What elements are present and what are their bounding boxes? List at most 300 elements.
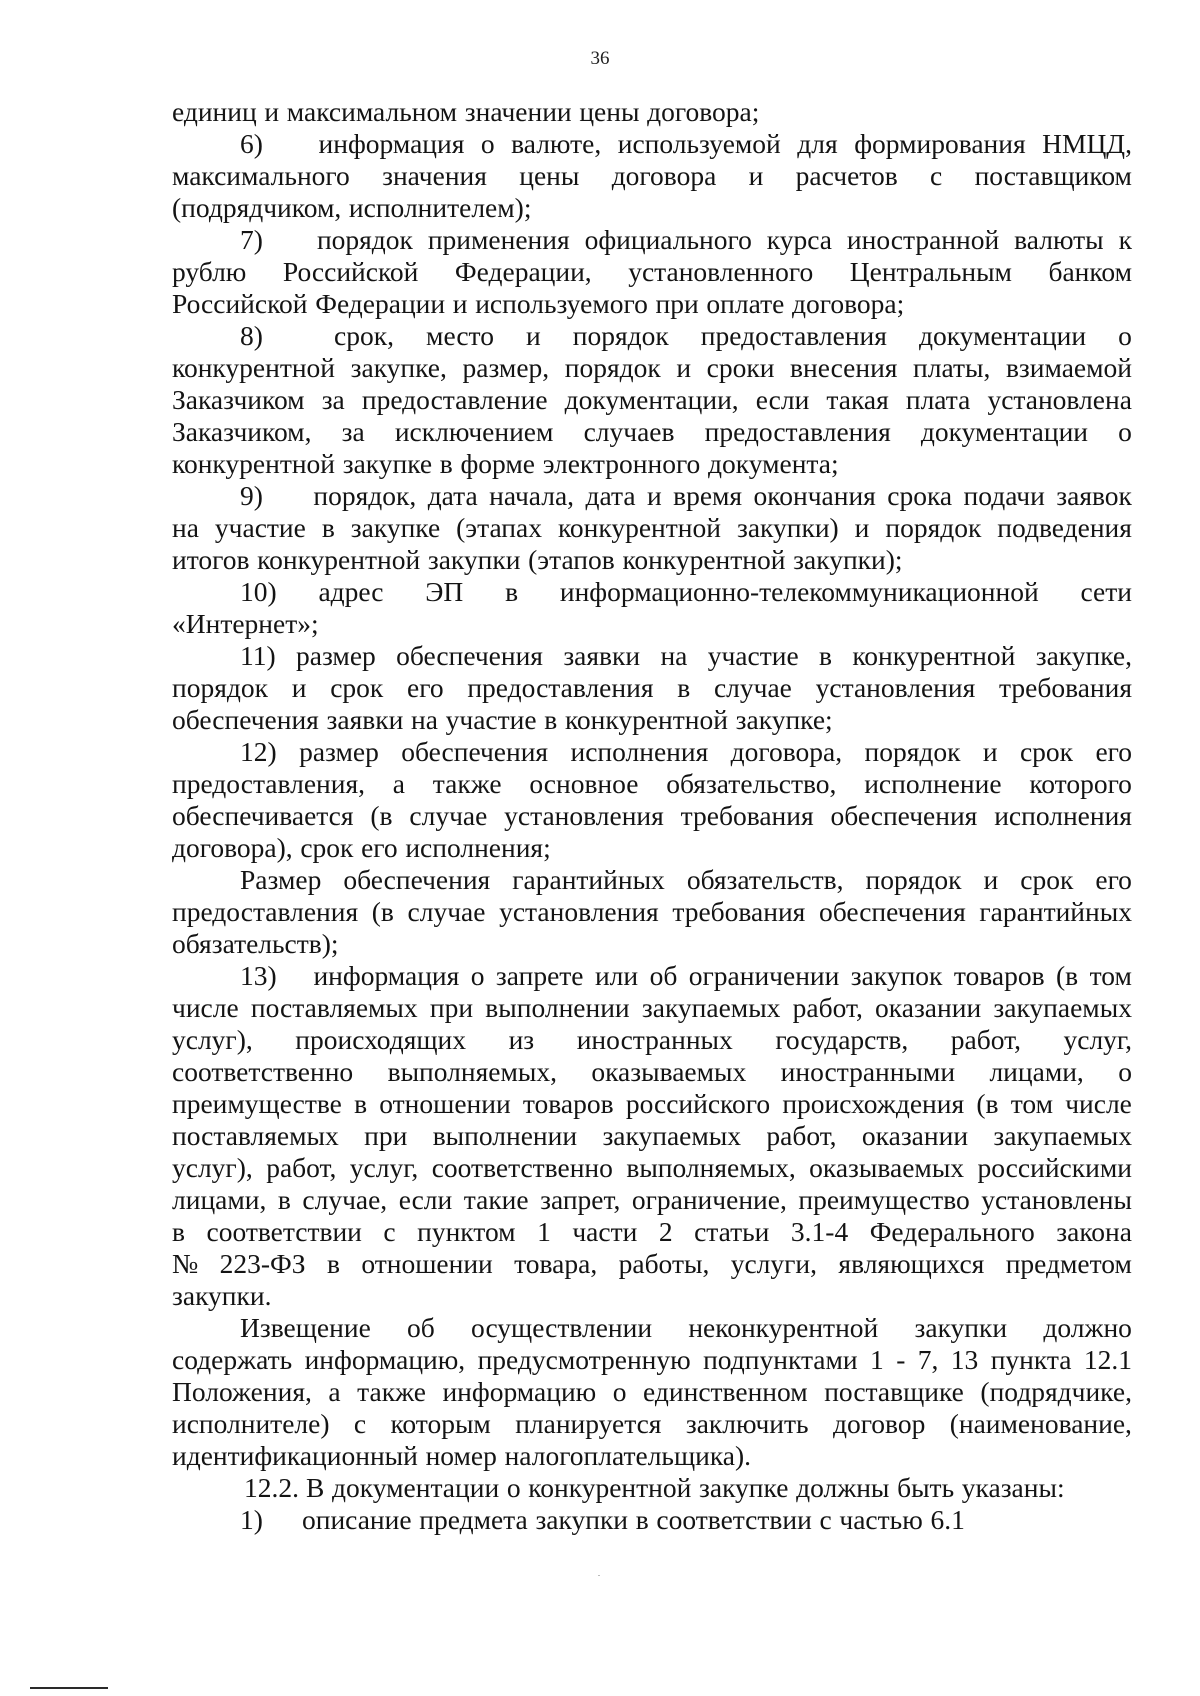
paragraph: [172, 96, 1132, 128]
word: исполнения: [994, 800, 1132, 831]
word: также: [432, 768, 502, 799]
word: за: [341, 416, 365, 447]
text-line: [172, 512, 1132, 544]
word: порядок: [572, 320, 669, 351]
word: обязательств);: [172, 928, 339, 959]
item-number: 8): [240, 320, 263, 351]
word: конкурентной: [852, 640, 1016, 671]
word: Федерации: [315, 288, 446, 319]
word: идентификационный: [172, 1440, 418, 1471]
word: Размер: [240, 864, 322, 895]
word: осуществлении: [471, 1312, 653, 1343]
paragraph: [172, 320, 1132, 480]
word: предоставления: [467, 672, 654, 703]
word: порядок: [865, 864, 962, 895]
word: срок: [1020, 864, 1074, 895]
text-line: [172, 1280, 1132, 1312]
text-line: [172, 96, 1132, 128]
word: установленного: [628, 256, 814, 287]
word: требования: [680, 800, 814, 831]
word: договора),: [172, 832, 293, 863]
word: услуг,: [1063, 1024, 1132, 1055]
word: такая: [826, 384, 889, 415]
word: о: [1118, 416, 1132, 447]
word: являющихся: [838, 1248, 985, 1279]
word: закупке;: [735, 704, 833, 735]
text-line: [172, 704, 1132, 736]
word: частью: [839, 1504, 923, 1535]
paragraph: [172, 640, 1132, 736]
word: закупки.: [172, 1280, 272, 1311]
word: документации: [332, 1472, 500, 1503]
paragraph: [172, 864, 1132, 960]
word: окончания: [753, 480, 876, 511]
word: отношении: [361, 1248, 493, 1279]
word: 2: [658, 1216, 673, 1247]
word: 12.1: [1083, 1344, 1132, 1375]
word: 6.1: [930, 1504, 965, 1535]
word: закупаемых: [993, 1120, 1132, 1151]
word: срок: [330, 672, 384, 703]
text-line: [172, 1472, 1132, 1504]
word: порядок: [316, 224, 413, 255]
word: закупаемых: [602, 1120, 741, 1151]
word: установления: [815, 672, 976, 703]
word: (этапах: [456, 512, 542, 543]
word: лицами,: [989, 1056, 1084, 1087]
word: размер,: [462, 352, 550, 383]
paragraph: [172, 736, 1132, 864]
word: предмета: [419, 1504, 528, 1535]
text-line: [172, 800, 1132, 832]
word: запрете: [495, 960, 584, 991]
word: цены: [519, 160, 580, 191]
word: государств,: [775, 1024, 909, 1055]
word: числе: [1065, 1088, 1132, 1119]
word: поставляемых: [250, 992, 418, 1023]
word: Российской: [172, 288, 308, 319]
text-line: [172, 1088, 1132, 1120]
item-number: 9): [240, 480, 263, 511]
word: подпунктами: [703, 1344, 858, 1375]
word: порядок: [172, 672, 268, 703]
paragraph: [172, 1504, 1132, 1536]
text-line: [172, 192, 1132, 224]
word: закона: [1056, 1216, 1132, 1247]
word: об: [407, 1312, 435, 1343]
word: основное: [529, 768, 639, 799]
word: и: [264, 96, 280, 127]
word: услуг,: [349, 1152, 419, 1183]
text-line: [172, 1504, 1132, 1536]
word: предоставления: [704, 416, 891, 447]
word: (в: [976, 1088, 999, 1119]
word: установлены: [981, 1184, 1132, 1215]
word: на: [411, 704, 438, 735]
word: единственном: [643, 1376, 808, 1407]
word: исполнителем);: [348, 192, 532, 223]
word: преимуществе: [172, 1088, 342, 1119]
word: выполняемых,: [387, 1056, 557, 1087]
word: том: [1089, 960, 1132, 991]
text-line: [172, 1120, 1132, 1152]
word: внесения: [790, 352, 898, 383]
word: и: [526, 320, 541, 351]
word: размер: [299, 736, 379, 767]
word: обеспечения: [172, 704, 319, 735]
word: плата: [905, 384, 971, 415]
word: размер: [295, 640, 376, 671]
word: (подрядчике,: [980, 1376, 1132, 1407]
text-line: [172, 1024, 1132, 1056]
word: документации: [920, 416, 1089, 447]
word: предоставления: [700, 320, 887, 351]
text-line: [172, 640, 1132, 672]
paragraph: [172, 480, 1132, 576]
word: максимального: [172, 160, 350, 191]
word: в: [544, 704, 558, 735]
paragraph: [172, 960, 1132, 1312]
word: и: [646, 480, 662, 511]
word: о: [1118, 1056, 1132, 1087]
word: исполнителе): [172, 1408, 330, 1439]
word: товаров: [953, 960, 1045, 991]
word: единиц: [172, 96, 257, 127]
word: срок,: [334, 320, 394, 351]
text-line: [172, 128, 1132, 160]
word: запрет,: [540, 1184, 621, 1215]
word: случае: [713, 672, 792, 703]
word: работы,: [618, 1248, 710, 1279]
word: валюты: [1014, 224, 1104, 255]
word: обеспечения: [343, 864, 491, 895]
item-number: 1): [240, 1504, 263, 1535]
paragraph: [172, 128, 1132, 224]
word: за: [321, 384, 345, 415]
word: 13: [950, 1344, 979, 1375]
paragraph: [172, 576, 1132, 640]
word: начала,: [489, 480, 575, 511]
word: договора,: [730, 736, 843, 767]
word: российскими: [977, 1152, 1132, 1183]
word: а: [392, 768, 406, 799]
word: описание: [302, 1504, 412, 1535]
text-line: [172, 160, 1132, 192]
text-line: [172, 1376, 1132, 1408]
word: 223-ФЗ: [219, 1248, 306, 1279]
word: и: [452, 288, 468, 319]
text-line: [172, 416, 1132, 448]
word: и: [983, 864, 999, 895]
text-line: [172, 896, 1132, 928]
word: сроки: [706, 352, 775, 383]
word: порядок: [864, 736, 961, 767]
word: обеспечения: [396, 640, 543, 671]
word: выполнении: [432, 1120, 578, 1151]
word: максимальном: [286, 96, 458, 127]
word: поставляемых: [172, 1120, 339, 1151]
word: закупки: [914, 1312, 1008, 1343]
text-line: [172, 1344, 1132, 1376]
word: соответственно: [172, 1056, 354, 1087]
word: товара,: [514, 1248, 598, 1279]
word: Заказчиком: [172, 384, 305, 415]
word: расчетов: [795, 160, 898, 191]
word: место: [426, 320, 494, 351]
word: закупки);: [793, 544, 903, 575]
word: из: [508, 1024, 535, 1055]
word: оказании: [861, 1120, 969, 1151]
paragraph: [172, 224, 1132, 320]
word: рублю: [172, 256, 247, 287]
word: услуги,: [730, 1248, 818, 1279]
word: применения: [427, 224, 570, 255]
word: информацию: [442, 1376, 597, 1407]
word: банком: [1048, 256, 1132, 287]
word: также: [357, 1376, 426, 1407]
text-line: [172, 736, 1132, 768]
word: на: [172, 512, 199, 543]
word: услуг),: [172, 1152, 253, 1183]
word: требования: [999, 672, 1132, 703]
word: налогоплательщика).: [504, 1440, 752, 1471]
word: предоставления,: [172, 768, 366, 799]
word: должны: [796, 1472, 890, 1503]
word: его: [1095, 736, 1132, 767]
word: с: [930, 160, 943, 191]
item-number: 7): [240, 224, 263, 255]
word: информация: [313, 960, 460, 991]
word: быть: [897, 1472, 955, 1503]
word: заявок: [1056, 480, 1132, 511]
text-line: [172, 768, 1132, 800]
text-line: [172, 320, 1132, 352]
word: закупаемых: [641, 992, 781, 1023]
word: 7,: [917, 1344, 939, 1375]
word: с: [353, 1408, 367, 1439]
word: в: [326, 1248, 340, 1279]
word: конкурентной: [172, 352, 336, 383]
word: и: [982, 736, 998, 767]
word: закупке,: [1035, 640, 1132, 671]
text-line: [172, 288, 1132, 320]
word: происходящих: [295, 1024, 467, 1055]
word: если: [398, 1184, 453, 1215]
word: обязательство,: [666, 768, 837, 799]
word: срок: [1019, 736, 1074, 767]
word: используемой: [617, 128, 781, 159]
word: работ,: [266, 1152, 337, 1183]
word: 10): [240, 576, 277, 607]
word: или: [594, 960, 639, 991]
word: установления: [504, 800, 664, 831]
text-line: [172, 352, 1132, 384]
word: 11): [240, 640, 276, 671]
word: иностранными: [780, 1056, 956, 1087]
word: предоставление: [361, 384, 548, 415]
word: гарантийных: [512, 864, 665, 895]
word: -: [896, 1344, 906, 1375]
word: в: [635, 1504, 649, 1535]
word: к: [1118, 224, 1132, 255]
word: соответственно: [431, 1152, 613, 1183]
word: конкурентной: [257, 544, 421, 575]
word: его: [361, 832, 398, 863]
word: выполнении: [485, 992, 630, 1023]
word: исполнения: [570, 736, 709, 767]
text-line: [172, 1248, 1132, 1280]
word: обеспечения: [818, 896, 966, 927]
word: (в: [371, 896, 394, 927]
word: если: [755, 384, 810, 415]
word: договора;: [647, 96, 760, 127]
word: платы,: [913, 352, 991, 383]
word: Положения,: [172, 1376, 312, 1407]
word: в: [354, 1088, 368, 1119]
text-line: [172, 544, 1132, 576]
word: конкурентной: [528, 1472, 692, 1503]
word: требования: [672, 896, 806, 927]
word: закупки: [427, 544, 521, 575]
word: обеспечивается: [172, 800, 354, 831]
word: 12): [240, 736, 277, 767]
word: порядок: [564, 352, 661, 383]
word: иностранных: [576, 1024, 733, 1055]
text-line: [172, 1408, 1132, 1440]
text-line: [172, 1152, 1132, 1184]
word: курса: [766, 224, 832, 255]
word: при: [429, 992, 474, 1023]
word: адрес: [318, 576, 384, 607]
text-line: [172, 1312, 1132, 1344]
word: планируется: [515, 1408, 662, 1439]
word: неконкурентной: [688, 1312, 879, 1343]
word: в: [277, 1184, 291, 1215]
item-number: 6): [240, 128, 263, 159]
word: работ,: [950, 1024, 1021, 1055]
word: дата: [585, 480, 636, 511]
word: конкурентной: [557, 512, 721, 543]
word: подведения: [997, 512, 1132, 543]
word: закупок: [850, 960, 943, 991]
word: лицами,: [172, 1184, 267, 1215]
word: договора: [611, 160, 717, 191]
word: соответствии: [206, 1216, 362, 1247]
text-line: [172, 448, 1132, 480]
word: (подрядчиком,: [172, 192, 342, 223]
word: в: [677, 672, 691, 703]
word: пунктом: [417, 1216, 516, 1247]
word: Федерального: [869, 1216, 1035, 1247]
word: такие: [463, 1184, 529, 1215]
word: части: [572, 1216, 638, 1247]
text-line: [172, 1440, 1132, 1472]
word: цены: [579, 96, 640, 127]
word: статьи: [694, 1216, 770, 1247]
word: сети: [1080, 576, 1132, 607]
word: товаров: [522, 1088, 614, 1119]
word: соответствии: [656, 1504, 812, 1535]
word: оплате: [706, 288, 785, 319]
word: предоставления: [172, 896, 359, 927]
text-line: [172, 608, 1132, 640]
word: конкурентной: [622, 544, 786, 575]
text-line: [172, 1216, 1132, 1248]
word: закупке: [350, 512, 441, 543]
text-line: [172, 864, 1132, 896]
word: значении: [464, 96, 572, 127]
text-line: [172, 1184, 1132, 1216]
word: документации: [918, 320, 1087, 351]
text-line: [172, 960, 1132, 992]
word: время: [673, 480, 743, 511]
word: информационно-телекоммуникационной: [559, 576, 1039, 607]
item-number: 12.2.: [244, 1472, 299, 1503]
word: должно: [1043, 1312, 1132, 1343]
word: закупки: [535, 1504, 629, 1535]
word: происхождения: [782, 1088, 965, 1119]
word: том: [1010, 1088, 1053, 1119]
word: с: [383, 1216, 396, 1247]
word: числе: [172, 992, 239, 1023]
word: в: [505, 576, 519, 607]
word: с: [819, 1504, 832, 1535]
word: содержать: [172, 1344, 293, 1375]
word: (этапов: [528, 544, 615, 575]
word: о: [1118, 320, 1132, 351]
word: установлена: [987, 384, 1132, 415]
text-line: [172, 384, 1132, 416]
word: которого: [1029, 768, 1132, 799]
word: случае: [409, 800, 488, 831]
word: его: [407, 672, 444, 703]
document-body: [172, 96, 1132, 1536]
word: о: [470, 960, 485, 991]
word: валюте,: [511, 128, 602, 159]
word: информация: [318, 128, 465, 159]
word: в: [819, 640, 832, 671]
word: работ,: [766, 1120, 837, 1151]
word: исполнение: [864, 768, 1002, 799]
word: срок: [300, 832, 354, 863]
word: ограничении: [688, 960, 840, 991]
word: отношении: [379, 1088, 511, 1119]
word: в: [321, 512, 335, 543]
word: ЭП: [425, 576, 464, 607]
word: закупке: [342, 448, 433, 479]
word: установления: [499, 896, 659, 927]
word: и: [854, 512, 870, 543]
word: выполняемых,: [626, 1152, 796, 1183]
word: №: [172, 1248, 199, 1279]
text-line: [172, 672, 1132, 704]
word: иностранной: [846, 224, 1000, 255]
word: и: [676, 352, 692, 383]
word: НМЦД,: [1042, 128, 1132, 159]
word: случае,: [302, 1184, 388, 1215]
word: подачи: [963, 480, 1045, 511]
word: взимаемой: [1005, 352, 1132, 383]
scan-artifact: [598, 1575, 600, 1576]
word: оказании: [875, 992, 982, 1023]
word: о: [506, 1472, 521, 1503]
word: 1: [537, 1216, 551, 1247]
word: услуг),: [172, 1024, 253, 1055]
word: формирования: [854, 128, 1026, 159]
text-line: [172, 256, 1132, 288]
word: 3.1-4: [790, 1216, 849, 1247]
word: ограничение,: [631, 1184, 787, 1215]
